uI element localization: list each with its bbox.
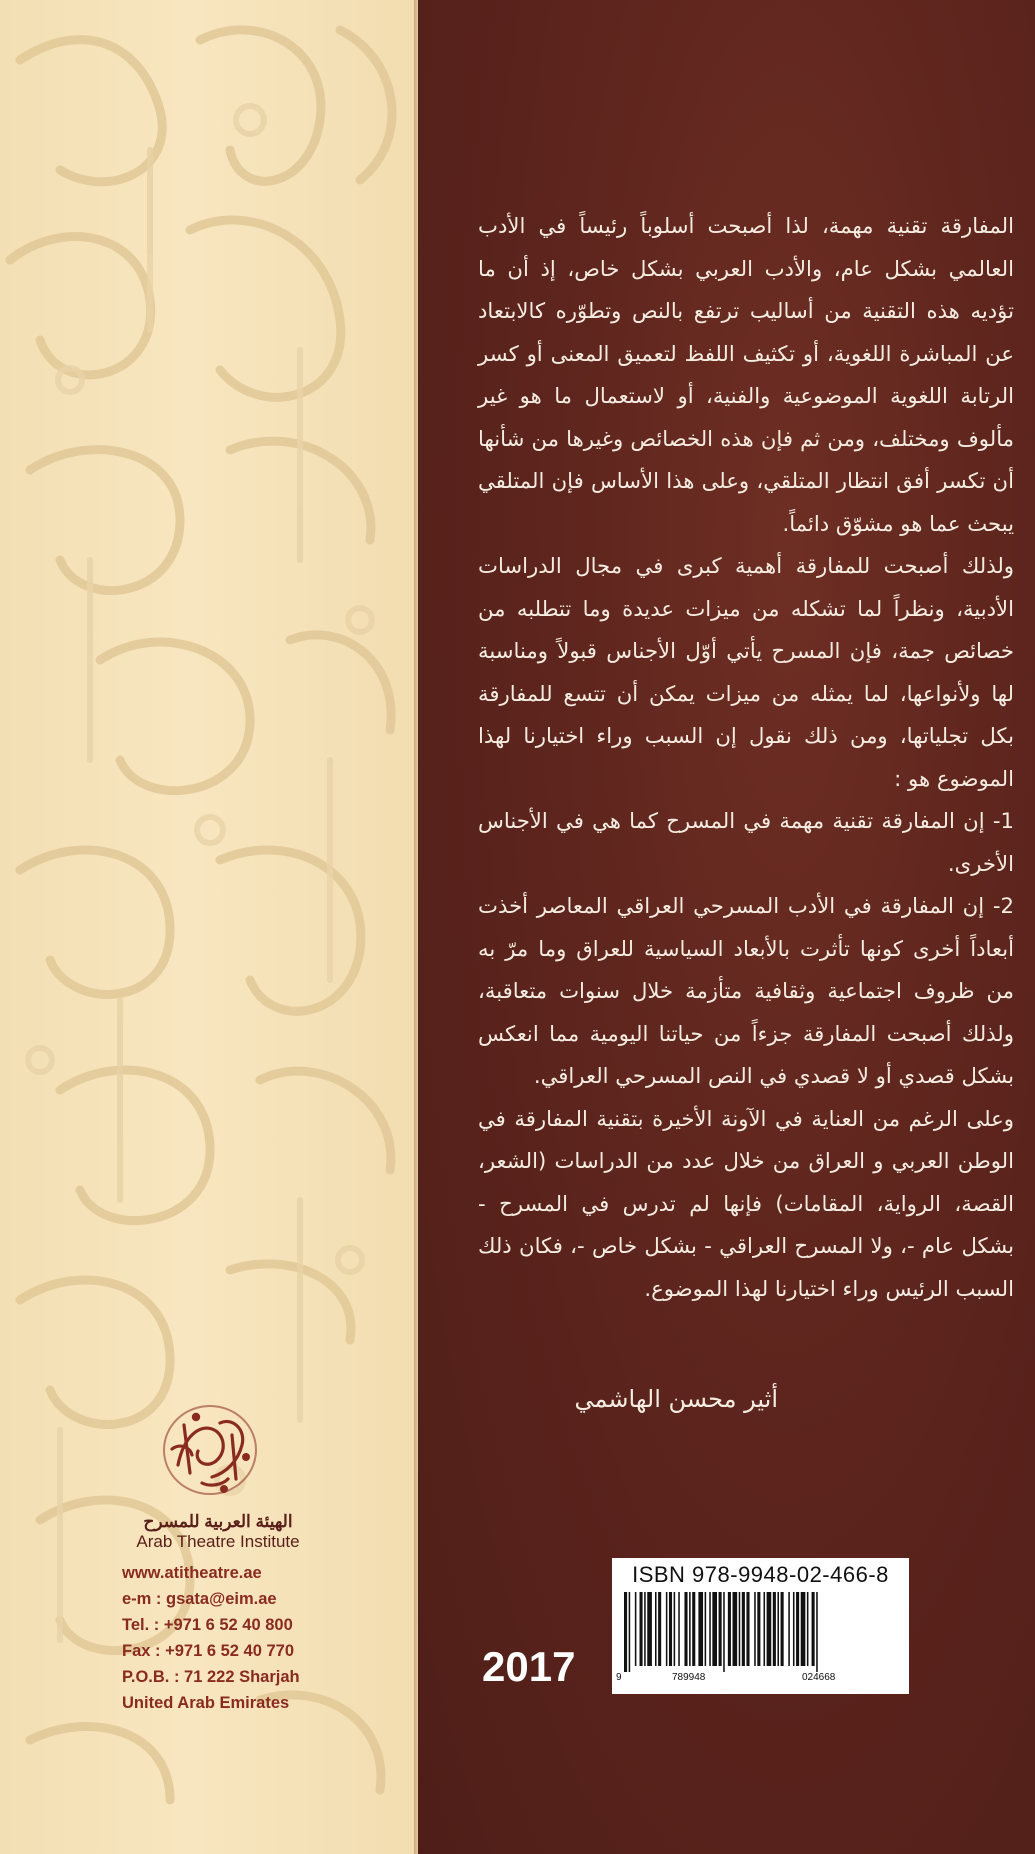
- website-text: www.atitheatre.ae: [122, 1564, 262, 1582]
- barcode-bar: [767, 1592, 772, 1666]
- fax-text: Fax : +971 6 52 40 770: [122, 1642, 295, 1660]
- barcode-bar: [777, 1592, 779, 1666]
- barcode-bar: [644, 1592, 646, 1666]
- blurb-paragraph: المفارقة تقنية مهمة، لذا أصبحت أسلوباً رئيساً في الأدب العالمي بشكل عام، والأدب العربي بشكل خاص، إذ أن ما تؤديه هذه التقنية من أساليب ترتفع بالنص وتطوّره كالابتعاد عن المباشرة اللغوية، أو تكثيف اللفظ لتعميق المعنى أو كسر الرتابة اللغوية الموضوعية والفنية، أو لاستعمال ما هو غير مألوف ومختلف، ومن ثم فإن هذه الخصائص وغيرها من شأنها أن تكسر أفق انتظار المتلقي، وعلى هذا الأساس فإن المتلقي يبحث عما هو مشوّق دائماً.: [478, 213, 1014, 536]
- barcode-bar: [746, 1592, 749, 1666]
- blurb-text: [478, 205, 1014, 1310]
- barcode-bar: [709, 1592, 711, 1666]
- barcode-bar: [655, 1592, 657, 1666]
- barcode-bar: [624, 1592, 627, 1672]
- barcode-bar: [674, 1592, 676, 1666]
- publisher-name-english: Arab Theatre Institute: [136, 1532, 300, 1551]
- barcode-bar: [692, 1592, 695, 1666]
- barcode-bar: [764, 1592, 766, 1666]
- barcode-bar: [757, 1592, 760, 1666]
- barcode-bar: [647, 1592, 652, 1666]
- barcode-bar: [812, 1592, 815, 1666]
- barcode-bar: [640, 1592, 643, 1666]
- publisher-logo: [150, 1395, 270, 1505]
- barcode-bars: [622, 1592, 899, 1672]
- barcode-digit-left: 9: [616, 1672, 622, 1683]
- barcode-bar: [666, 1592, 668, 1666]
- calligraphy-panel: [0, 0, 418, 1854]
- blurb-paragraph: وعلى الرغم من العناية في الآونة الأخيرة بتقنية المفارقة في الوطن العربي و العراق من خلال عدد من الدراسات (الشعر، القصة، الرواية، المقامات) فإنها لم تدرس في المسرح - بشكل عام -، ولا المسرح العراقي - بشكل خاص -، فكان ذلك السبب الرئيس وراء اختيارنا لهذا الموضوع.: [478, 1105, 1014, 1301]
- publisher-contact: [122, 1560, 322, 1716]
- isbn-label: ISBN 978-9948-02-466-8: [632, 1562, 889, 1587]
- blurb-paragraph: ولذلك أصبحت للمفارقة أهمية كبرى في مجال الدراسات الأدبية، ونظراً لما تشكله من ميزات عديدة وما تتطلبه من خصائص جمة، فإن المسرح يأتي أوّل الأجناس قبولاً ومناسبة لها ولأنواعها، لما يمثله من ميزات يمكن أن تتسع للمفارقة بكل تجلياتها، ومن ذلك نقول إن السبب وراء اختيارنا لهذا الموضوع هو :: [478, 553, 1014, 791]
- country-text: United Arab Emirates: [122, 1694, 290, 1712]
- barcode-bar: [723, 1592, 725, 1672]
- barcode-bar: [796, 1592, 799, 1666]
- barcode-bar: [793, 1592, 795, 1666]
- barcode-bar: [678, 1592, 680, 1666]
- barcode-bar: [739, 1592, 741, 1666]
- barcode-bar: [807, 1592, 809, 1666]
- barcode-bar: [658, 1592, 661, 1666]
- barcode-bar: [801, 1592, 806, 1666]
- blurb-paragraph: 2- إن المفارقة في الأدب المسرحي العراقي المعاصر أخذت أبعاداً أخرى كونها تأثرت بالأبعاد السياسية للعراق وما مرّ به من ظروف اجتماعية وثقافية متأزمة خلال سنوات متعاقبة، ولذلك أصبحت المفارقة جزءاً من حياتنا اليومية مما انعكس بشكل قصدي أو لا قصدي في النص المسرحي العراقي.: [478, 893, 1014, 1088]
- barcode-bar: [635, 1592, 637, 1666]
- barcode-digits-right: 024668: [802, 1672, 836, 1683]
- barcode-bar: [669, 1592, 672, 1666]
- isbn-barcode: [612, 1558, 909, 1694]
- barcode-bar: [754, 1592, 756, 1666]
- phone-text: Tel. : +971 6 52 40 800: [122, 1616, 293, 1634]
- barcode-bar: [742, 1592, 745, 1666]
- barcode-bar: [629, 1592, 631, 1672]
- barcode-bar: [719, 1592, 722, 1666]
- barcode-bar: [773, 1592, 776, 1666]
- barcode-bar: [728, 1592, 731, 1666]
- barcode-digits-middle: 789948: [672, 1672, 706, 1683]
- barcode-bar: [705, 1592, 707, 1666]
- barcode-bar: [816, 1592, 818, 1672]
- email-text: e-m : gsata@eim.ae: [122, 1590, 277, 1608]
- blurb-paragraph: 1- إن المفارقة تقنية مهمة في المسرح كما هي في الأجناس الأخرى.: [478, 808, 1014, 876]
- publication-year: 2017: [482, 1643, 576, 1690]
- barcode-bar: [698, 1592, 703, 1666]
- barcode-bar: [788, 1592, 790, 1666]
- publisher-name-block: [118, 1512, 318, 1552]
- author-name: أثير محسن الهاشمي: [574, 1385, 778, 1413]
- barcode-bar: [733, 1592, 738, 1666]
- pobox-text: P.O.B. : 71 222 Sharjah: [122, 1668, 300, 1686]
- barcode-bar: [689, 1592, 691, 1666]
- barcode-bar: [781, 1592, 784, 1666]
- barcode-bar: [712, 1592, 717, 1666]
- publisher-name-arabic: الهيئة العربية للمسرح: [143, 1512, 293, 1531]
- logo-calligraphy-icon: [150, 1395, 270, 1505]
- barcode-bar: [684, 1592, 687, 1666]
